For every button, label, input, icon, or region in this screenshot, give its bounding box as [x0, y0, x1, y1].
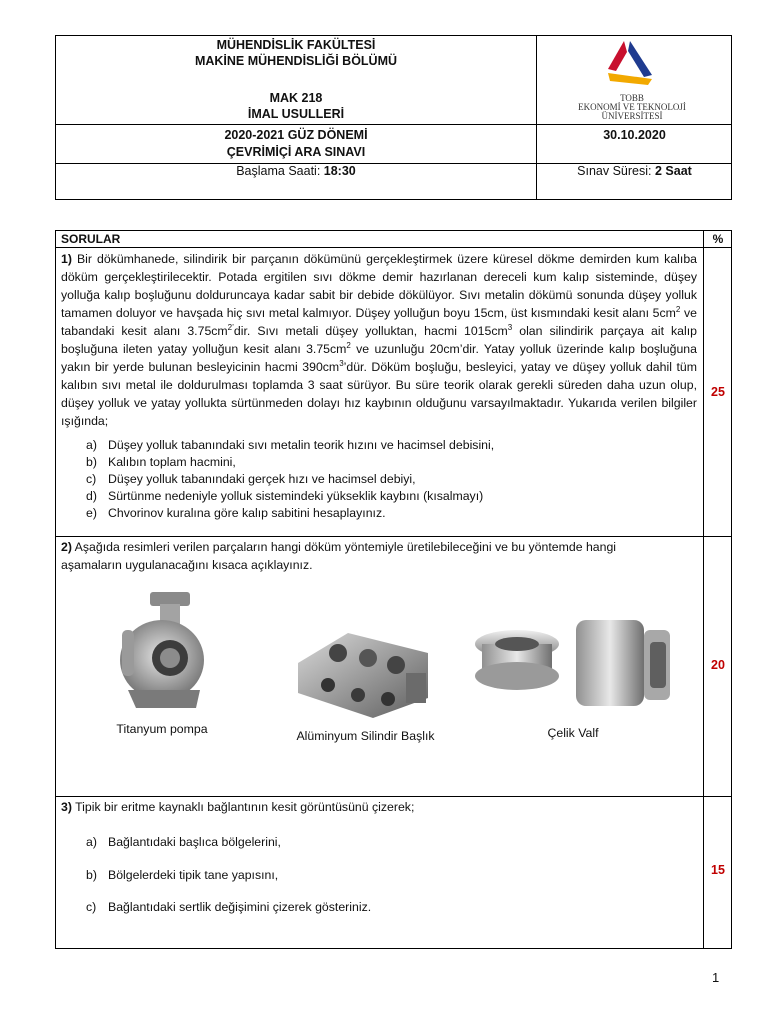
caption-aluminum-cylinder-head: Alüminyum Silindir Başlık — [296, 729, 435, 743]
caption-steel-valve: Çelik Valf — [547, 726, 599, 740]
exam-term: 2020-2021 GÜZ DÖNEMİ — [224, 128, 368, 142]
table-row-divider-header — [55, 247, 732, 248]
question-1-percent: 25 — [711, 385, 725, 399]
question-3-item-a: a) Bağlantıdaki başlıca bölgelerini, — [86, 835, 281, 849]
question-3-text: 3) Tipik bir eritme kaynaklı bağlantının kesit görüntüsünü çizerek; — [61, 800, 415, 814]
table-row-divider-q1 — [55, 536, 732, 537]
faculty-name: MÜHENDİSLİK FAKÜLTESİ — [216, 38, 376, 52]
department-name: MAKİNE MÜHENDİSLİĞİ BÖLÜMÜ — [194, 54, 398, 68]
logo-text-3: ÜNİVERSİTESİ — [601, 111, 663, 121]
column-header-percent: % — [712, 232, 724, 246]
list-item: c) Düşey yolluk tabanındaki gerçek hızı ve hacimsel debiyi, — [86, 472, 416, 486]
tobb-logo-mark — [572, 35, 692, 95]
start-time-row — [56, 164, 536, 179]
list-item: e) Chvorinov kuralına göre kalıp sabitini hesaplayınız. — [86, 506, 386, 520]
list-item: a) Düşey yolluk tabanındaki sıvı metalin teorik hızını ve hacimsel debisini, — [86, 438, 495, 452]
question-2-number: 2) — [61, 540, 72, 554]
exam-title: ÇEVRİMİÇİ ARA SINAVI — [226, 145, 366, 159]
header-hdivider-1 — [55, 124, 732, 125]
page-number: 1 — [712, 970, 720, 985]
question-1-text: 1) Bir dökümhanede, silindirik bir parçanın dökümünü gerçekleştirmek üzere küresel dökme demirden kum kalıba döküm gerçekleştirilecektir. Potada ergitilen sıvı dökme demir hazırlanan dereceli kum kalıp sisteminde, düşey yolluğa kalıp boşluğunu dolduruncaya kadar sabit bir debide dökülüyor. Sıvı metalin dökümü sonunda düşey yolluk tamamen doluyor ve havşada hiç sıvı metal kalmıyor. Düşey yolluğun boyu 15cm, üst kısmındaki kesit alanı $5cm^2$ ve tabandaki kesit alanı $3.75cm^{2’}dir$. Sıvı metali düşey yolluktan, hacmi $1015cm^3$ olan silindirik parçaya ait kalıp boşluğuna ileten yatay yolluğun kesit alanı $3.75cm^2$ ve uzunluğu 20cm’dir. Yatay yolluk üzerinde kalıp boşluğuna yakın bir yerde bulunan besleyicinin hacmi $390cm^3’dür$. Döküm boşluğu, besleyici, yatay ve düşey yolluk dahil tüm kalıbın sıvı metal ile doldurulması toplamda 3 saat sürüyor. Bu süre teorik olarak gerekli süreden daha uzun olup, düşey yolluk ve yatay yollukta sürtünmeden dolayı hız kaybının olduğunu varsayılmaktadır. Yukarıda verilen bilgiler ışığında; — [61, 252, 697, 428]
logo-text-1: TOBB — [620, 93, 644, 103]
question-3-percent: 15 — [711, 863, 725, 877]
exam-date: 30.10.2020 — [603, 128, 666, 142]
question-2-percent: 20 — [711, 658, 725, 672]
table-col-divider — [703, 230, 704, 949]
question-1-number: 1) — [61, 252, 72, 266]
university-logo — [572, 35, 692, 123]
question-3-item-c: c) Bağlantıdaki sertlik değişimini çizerek gösteriniz. — [86, 900, 372, 914]
logo-text-2: EKONOMİ VE TEKNOLOJİ — [578, 102, 686, 112]
duration-row — [537, 164, 732, 179]
column-header-questions: SORULAR — [61, 232, 121, 246]
course-name: İMAL USULLERİ — [247, 107, 345, 121]
question-2-text: 2) Aşağıda resimleri verilen parçaların hangi döküm yöntemiyle üretilebileceğini ve bu yöntemde hangi aşamaların uygulanacağını kısaca açıklayınız. — [61, 540, 617, 572]
caption-titanium-pump: Titanyum pompa — [116, 722, 208, 736]
question-3-item-b: b) Bölgelerdeki tipik tane yapısını, — [86, 868, 279, 882]
start-time-value: 18:30 — [323, 164, 356, 178]
aluminum-cylinder-head-image — [288, 613, 438, 721]
table-row-divider-q2 — [55, 796, 732, 797]
question-1-items — [86, 437, 686, 522]
list-item: b) Kalıbın toplam hacmini, — [86, 455, 236, 469]
steel-valve-image — [472, 620, 674, 710]
question-3-number: 3) — [61, 800, 72, 814]
titanium-pump-image — [100, 590, 220, 715]
duration-label: Sınav Süresi: — [577, 164, 652, 178]
list-item: d) Sürtünme nedeniyle yolluk sistemindeki yükseklik kaybını (kısalmayı) — [86, 489, 484, 503]
start-time-label: Başlama Saati: — [236, 164, 321, 178]
duration-value: 2 Saat — [654, 164, 692, 178]
course-code: MAK 218 — [269, 91, 323, 105]
